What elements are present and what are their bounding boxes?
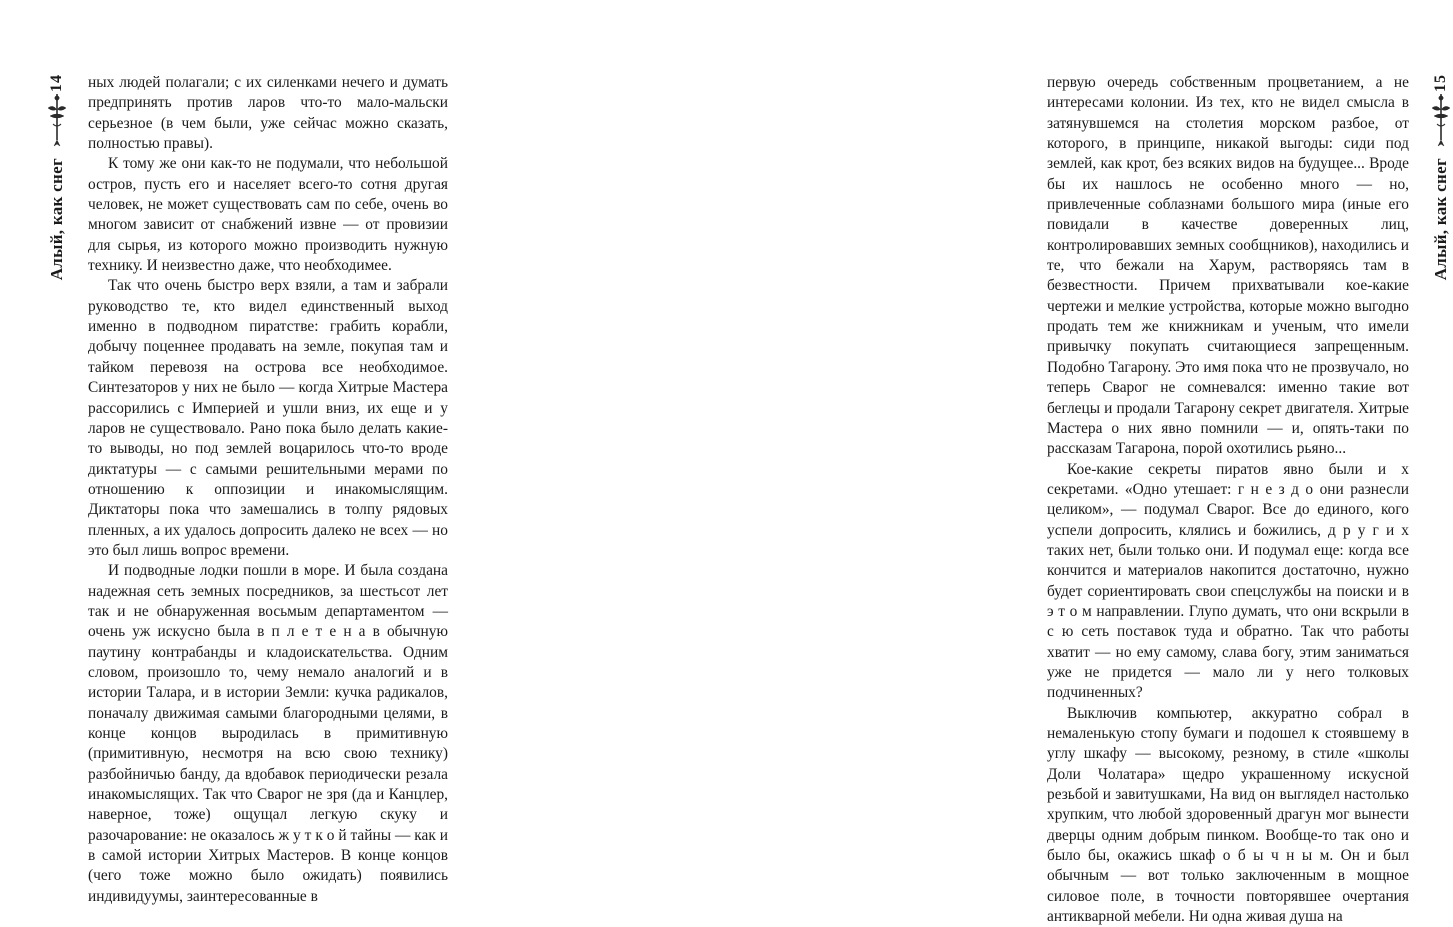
right-page xyxy=(500,0,1450,926)
right-margin-header xyxy=(1429,74,1453,280)
sword-ornament-icon xyxy=(45,92,69,148)
left-margin-header xyxy=(45,74,69,280)
left-page xyxy=(0,0,500,905)
sword-ornament-icon xyxy=(1429,92,1453,148)
paragraph: Так что очень быстро верх взяли, а там и забрали руководство те, кто видел единственный выход именно в подводном пиратстве: грабить корабли, добычу поценнее продавать на земле, покупая там и тайком перевозя на острова все необходимое. Синтезаторов у них не было — когда Хитрые Мастера рассорились с Империей и ушли вниз, их еще и у ларов не существовало. Рано пока было делать какие-то выводы, но под землей воцарилось что-то вроде диктатуры — с самыми решительными мерами по отношению к оппозиции и инакомыслящим. Диктаторы пока что замешались в толпу рядовых пленных, а их удалось допросить далеко не всех — но это был лишь вопрос времени. xyxy=(88,277,448,559)
page-number-left: 14 xyxy=(48,74,65,92)
paragraph: первую очередь собственным процветанием, а не интересами колонии. Из тех, кто не видел смысла в затянувшемся на столетия морском разбое, от которого, в принципе, никакой выгоды: сиди под землей, как крот, без всяких видов на будущее... Вроде бы их нашлось не особенно много — но, привлеченные соблазнами большого мира (иные его повидали в качестве доверенных лиц, контролировавших земных сообщников), находились и те, что бежали на Харум, растворяясь там в безвестности. Причем прихватывали кое-какие чертежи и мелкие устройства, которые можно выгодно продать тем же книжникам и ученым, что имели привычку покупать считающиеся запрещенным. Подобно Тагарону. Это имя пока что не прозвучало, но теперь Сварог не сомневался: именно такие вот беглецы и продали Тагарону секрет двигателя. Хитрые Мастера о них явно помнили — и, опять-таки по рассказам Тагарона, порой охотились рьяно... xyxy=(1047,74,1409,458)
paragraph: И подводные лодки пошли в море. И была создана надежная сеть земных посредников, за шестьсот лет так и не обнаруженная восьмым департаментом — очень уж искусно была в п л е т е н а в обычную паутину контрабанды и кладоискательства. Одним словом, произошло то, чему немало аналогий и в истории Талара, и в истории Земли: кучка радикалов, поначалу движимая самыми благородными целями, в конце концов выродилась в примитивную (примитивную, несмотря на всю свою технику) разбойничью банду, да вдобавок периодически резала инакомыслящих. Так что Сварог не зря (да и Канцлер, наверное, тоже) ощущал легкую скуку и разочарование: не оказалось ж у т к о й тайны — как и в самой истории Хитрых Мастеров. В конце концов (чего тоже можно было ожидать) появились индивидуумы, заинтересованные в xyxy=(88,562,448,905)
right-page-text xyxy=(1047,73,1409,927)
paragraph: К тому же они как-то не подумали, что небольшой остров, пусть его и населяет всего-то сотня другая человек, не может существовать сам по себе, очень во многом зависит от снабжений извне — от провизии для сырья, из которого можно производить нужную технику. И неизвестно даже, что необходимее. xyxy=(88,155,448,275)
left-page-text xyxy=(88,73,448,907)
running-title-right: Алый, как снег xyxy=(1431,158,1450,281)
paragraph: Кое-какие секреты пиратов явно были и х секретами. «Одно утешает: г н е з д о они разнесли целиком», — подумал Сварог. Все до единого, кого успели допросить, клялись и божились, д р у г и х таких нет, были только они. И подумал еще: когда все кончится и материалов накопится достаточно, нужно будет сориентировать свои спецслужбы на поиски и в э т о м направлении. Глупо думать, что они вскрыли в с ю сеть поставок туда и обратно. Так что работы хватит — но ему самому, слава богу, этим заниматься уже не придется — мало ли у него толковых подчиненных? xyxy=(1047,460,1409,702)
page-number-right: 15 xyxy=(1432,74,1449,92)
paragraph: Выключив компьютер, аккуратно собрал в немаленькую стопу бумаги и подошел к стоявшему в углу шкафу — высокому, резному, в стиле «школы Доли Чолатара» щедро украшенному искусной резьбой и завитушками, На вид он выглядел настолько хрупким, что любой здоровенный драгун мог вынести дверцы одним добрым пинком. Вообще-то так оно и было бы, окажись шкаф о б ы ч н ы м. Он и был обычным — вот только заключенным в мощное силовое поле, в точности повторявшее очертания антикварной мебели. Ни одна живая душа на xyxy=(1047,704,1409,926)
running-title-left: Алый, как снег xyxy=(47,158,66,281)
paragraph: ных людей полагали; с их силенками нечего и думать предпринять против ларов что-то мало-мальски серьезное (в чем были, уже сейчас можно сказать, полностью правы). xyxy=(88,74,448,153)
